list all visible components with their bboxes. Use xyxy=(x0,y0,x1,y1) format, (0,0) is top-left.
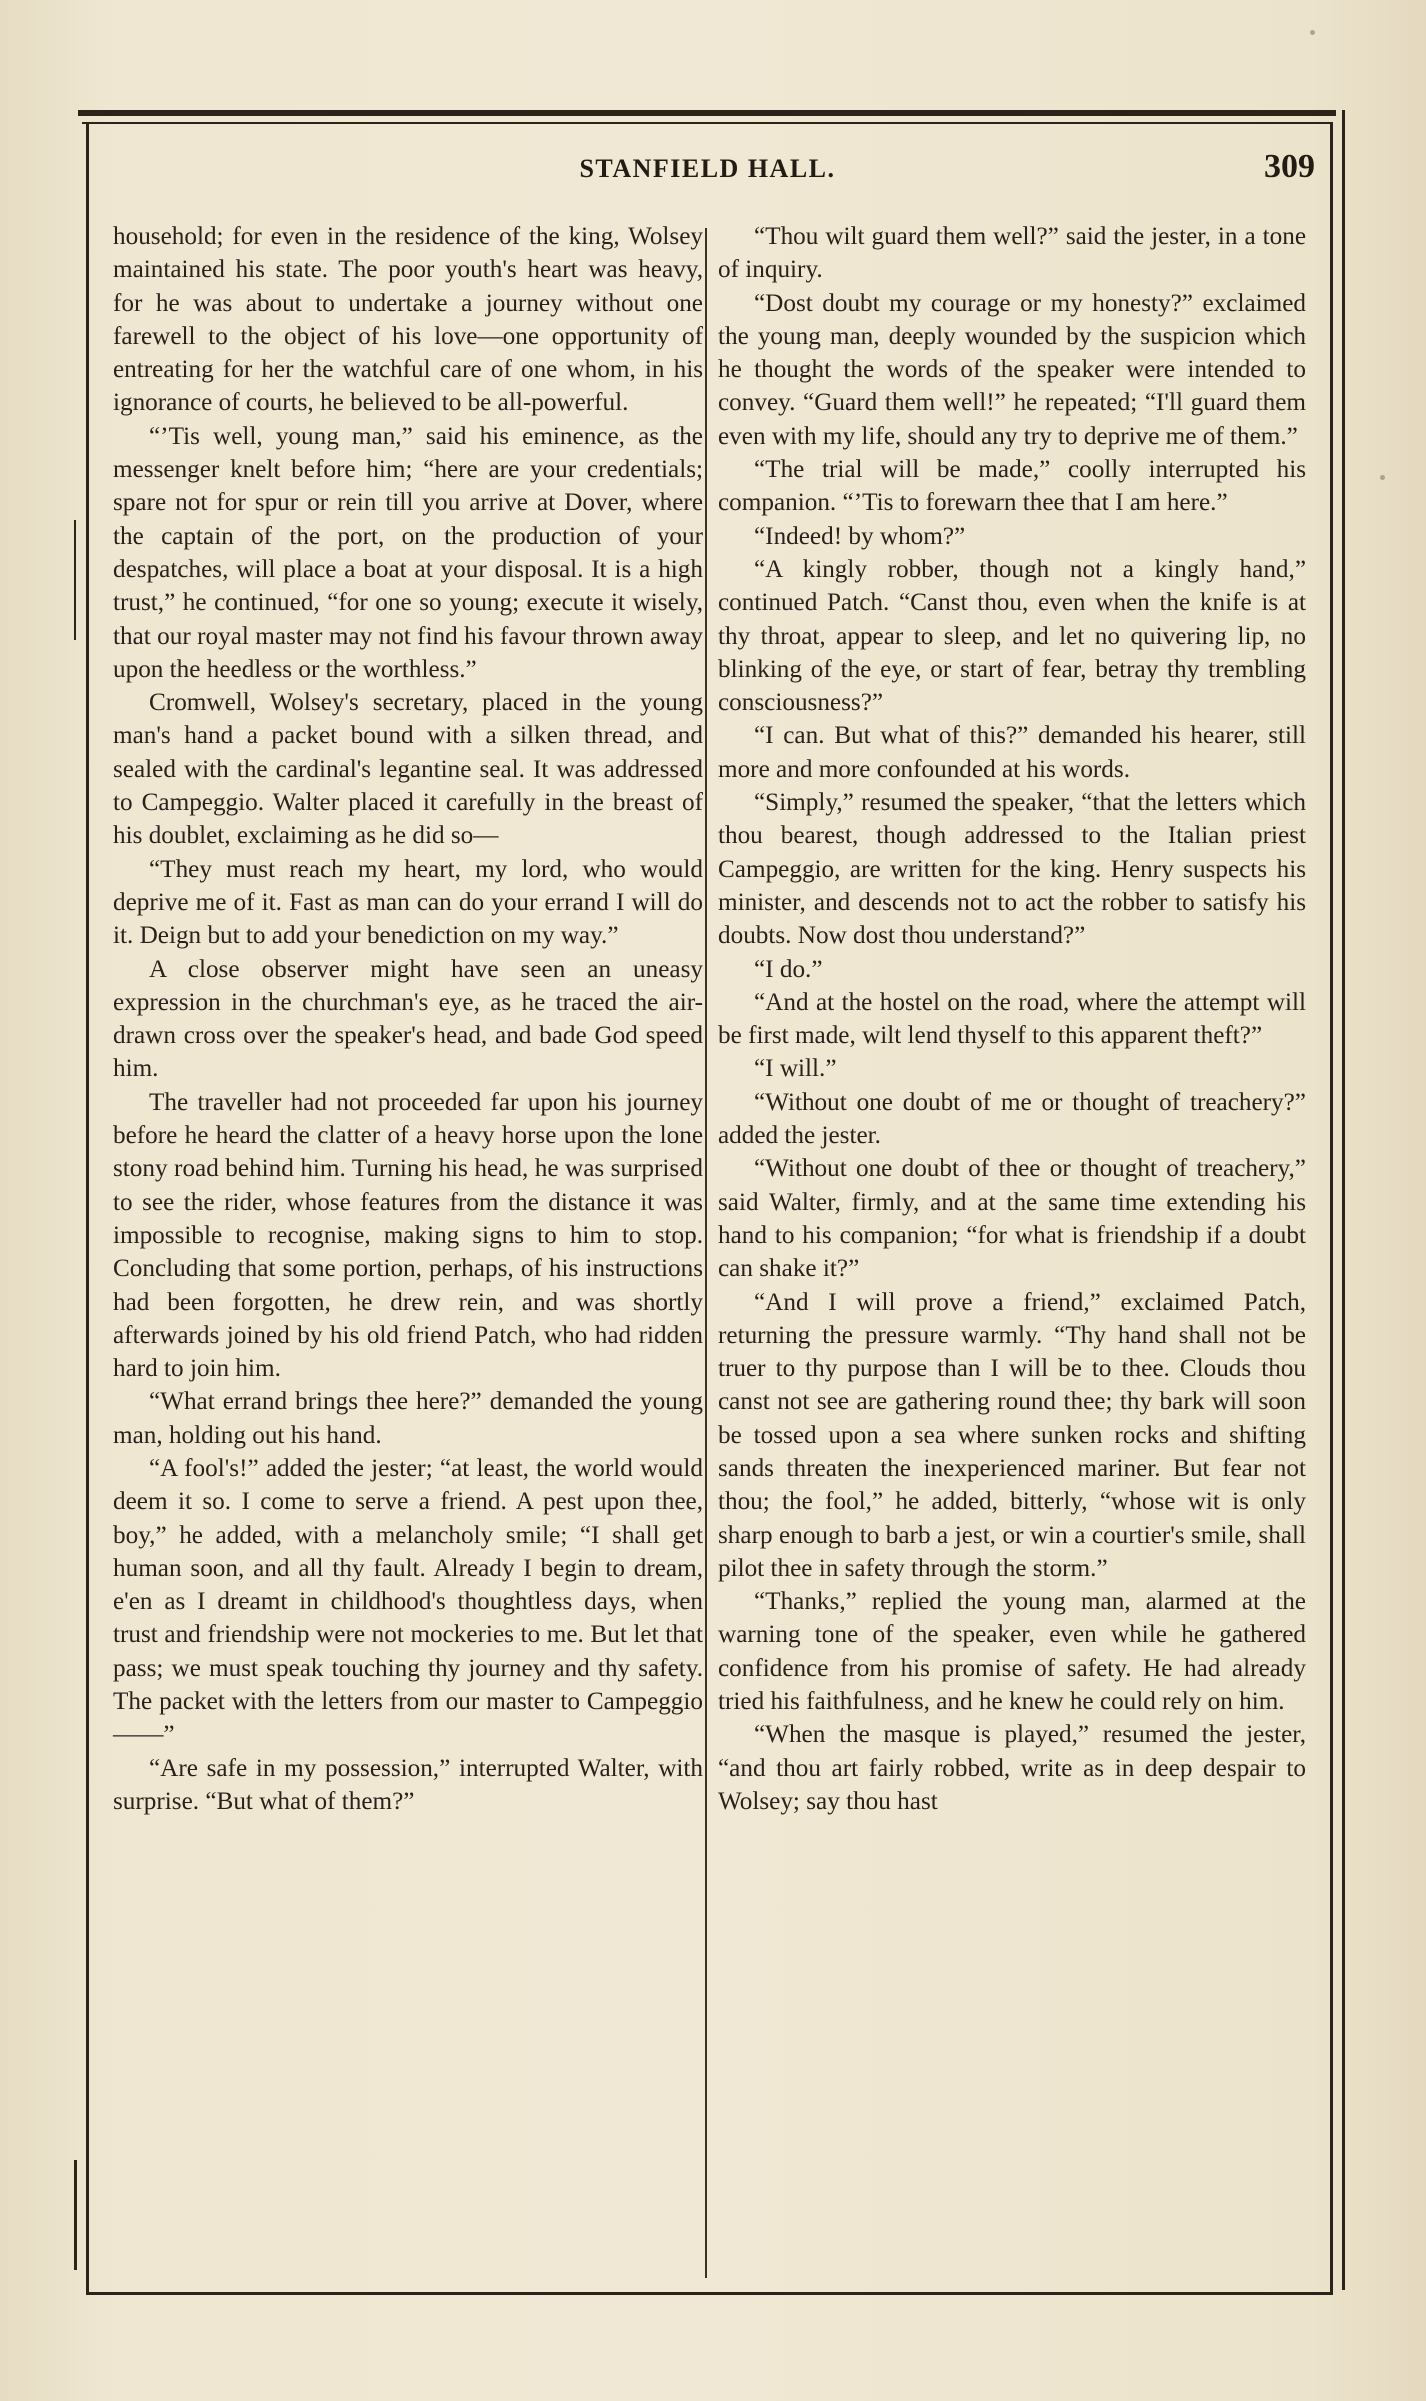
paragraph: “Dost doubt my courage or my honesty?” exclaimed the young man, deeply wounded by the suspicion which he thought the words of the speaker were intended to convey. “Guard them well!” he repeated; “I'll guard them even with my life, should any try to deprive me of them.” xyxy=(718,289,1306,450)
outer-right-border xyxy=(1342,110,1345,2290)
running-title: STANFIELD HALL. xyxy=(579,154,836,183)
page-number: 309 xyxy=(1264,148,1315,185)
paragraph: “Simply,” resumed the speaker, “that the letters which thou bearest, though addressed to the Italian priest Campeggio, are written for the king. Henry suspects his minister, and descends not to act the robber to satisfy his doubts. Now dost thou understand?” xyxy=(718,789,1306,950)
paragraph: “Thanks,” replied the young man, alarmed at the warning tone of the speaker, even while he gathered confidence from his promise of safety. He had already tried his faithfulness, and he knew he could rely on him. xyxy=(718,1588,1306,1716)
paper-speck xyxy=(1310,30,1315,35)
top-rule-thin xyxy=(82,122,1332,124)
page-header xyxy=(100,150,1315,210)
right-column xyxy=(718,220,1306,1818)
paragraph: “I will.” xyxy=(754,1055,837,1083)
paragraph: “When the masque is played,” resumed the jester, “and thou art fairly robbed, write as in deep despair to Wolsey; say thou hast xyxy=(718,1721,1306,1815)
margin-mark xyxy=(74,2160,77,2270)
paragraph: “Without one doubt of me or thought of treachery?” added the jester. xyxy=(718,1088,1306,1150)
paragraph: “Without one doubt of thee or thought of treachery,” said Walter, firmly, and at the same time extending his hand to his companion; “for what is friendship if a doubt can shake it?” xyxy=(718,1155,1306,1283)
paragraph: household; for even in the residence of the king, Wolsey maintained his state. The poor youth's heart was heavy, for he was about to undertake a journey without one farewell to the object of his love—one opportunity of entreating for her the watchful care of one whom, in his ignorance of courts, he believed to be all-powerful. xyxy=(113,223,703,417)
paragraph: “A kingly robber, though not a kingly hand,” continued Patch. “Canst thou, even when the knife is at thy throat, appear to sleep, and let no quivering lip, no blinking of the eye, or start of fear, betray thy trembling consciousness?” xyxy=(718,555,1306,717)
paper-speck xyxy=(1380,475,1385,480)
paragraph: “The trial will be made,” coolly interrupted his companion. “’Tis to forewarn thee that I am here.” xyxy=(718,456,1306,517)
paragraph: Cromwell, Wolsey's secretary, placed in the young man's hand a packet bound with a silken thread, and sealed with the cardinal's legantine seal. It was addressed to Campeggio. Walter placed it carefully in the breast of his doublet, exclaiming as he did so— xyxy=(113,689,703,850)
bottom-rule xyxy=(86,2292,1333,2295)
paragraph: A close observer might have seen an uneasy expression in the churchman's eye, as he traced the air-drawn cross over the speaker's head, and bade God speed him. xyxy=(113,955,703,1083)
left-border xyxy=(86,122,89,2292)
right-border xyxy=(1330,122,1333,2292)
paragraph: “They must reach my heart, my lord, who would deprive me of it. Fast as man can do your errand I will do it. Deign but to add your benediction on my way.” xyxy=(113,855,703,950)
paragraph: “Are safe in my possession,” interrupted Walter, with surprise. “But what of them?” xyxy=(113,1754,703,1815)
paragraph: “What errand brings thee here?” demanded the young man, holding out his hand. xyxy=(113,1388,703,1449)
margin-mark xyxy=(74,520,76,640)
paragraph: “I can. But what of this?” demanded his hearer, still more and more confounded at his words. xyxy=(718,722,1306,783)
top-rule-thick xyxy=(78,110,1336,116)
paragraph: “A fool's!” added the jester; “at least, the world would deem it so. I come to serve a friend. A pest upon thee, boy,” he added, with a melancholy smile; “I shall get human soon, and all thy fault. Already I begin to dream, e'en as I dreamt in childhood's thoughtless days, when trust and friendship were not mockeries to me. But let that pass; we must speak touching thy journey and thy safety. The packet with the letters from our master to Campeggio——” xyxy=(113,1454,703,1749)
paragraph: “And I will prove a friend,” exclaimed Patch, returning the pressure warmly. “Thy hand shall not be truer to thy purpose than I will be to thee. Clouds thou canst not see are gathering round thee; thy bark will soon be tossed upon a sea where sunken rocks and shifting sands threaten the inexperienced mariner. But fear not thou; the fool,” he added, bitterly, “whose wit is only sharp enough to barb a jest, or win a courtier's smile, shall pilot thee in safety through the storm.” xyxy=(718,1288,1306,1582)
paragraph: “Thou wilt guard them well?” said the jester, in a tone of inquiry. xyxy=(718,223,1306,284)
paragraph: The traveller had not proceeded far upon his journey before he heard the clatter of a heavy horse upon the lone stony road behind him. Turning his head, he was surprised to see the rider, whose features from the distance it was impossible to recognise, making signs to him to stop. Concluding that some portion, perhaps, of his instructions had been forgotten, he drew rein, and was shortly afterwards joined by his old friend Patch, who had ridden hard to join him. xyxy=(113,1088,703,1383)
paragraph: “Indeed! by whom?” xyxy=(754,522,966,550)
paragraph: “I do.” xyxy=(754,955,823,983)
paragraph: “’Tis well, young man,” said his eminence, as the messenger knelt before him; “here are your credentials; spare not for spur or rein till you arrive at Dover, where the captain of the port, on the production of your despatches, will place a boat at your disposal. It is a high trust,” he continued, “for one so young; execute it wisely, that our royal master may not find his favour thrown away upon the heedless or the worthless.” xyxy=(113,422,703,683)
left-column xyxy=(113,220,703,1818)
paragraph: “And at the hostel on the road, where the attempt will be first made, wilt lend thyself to this apparent theft?” xyxy=(718,988,1306,1050)
column-divider xyxy=(705,228,707,2278)
